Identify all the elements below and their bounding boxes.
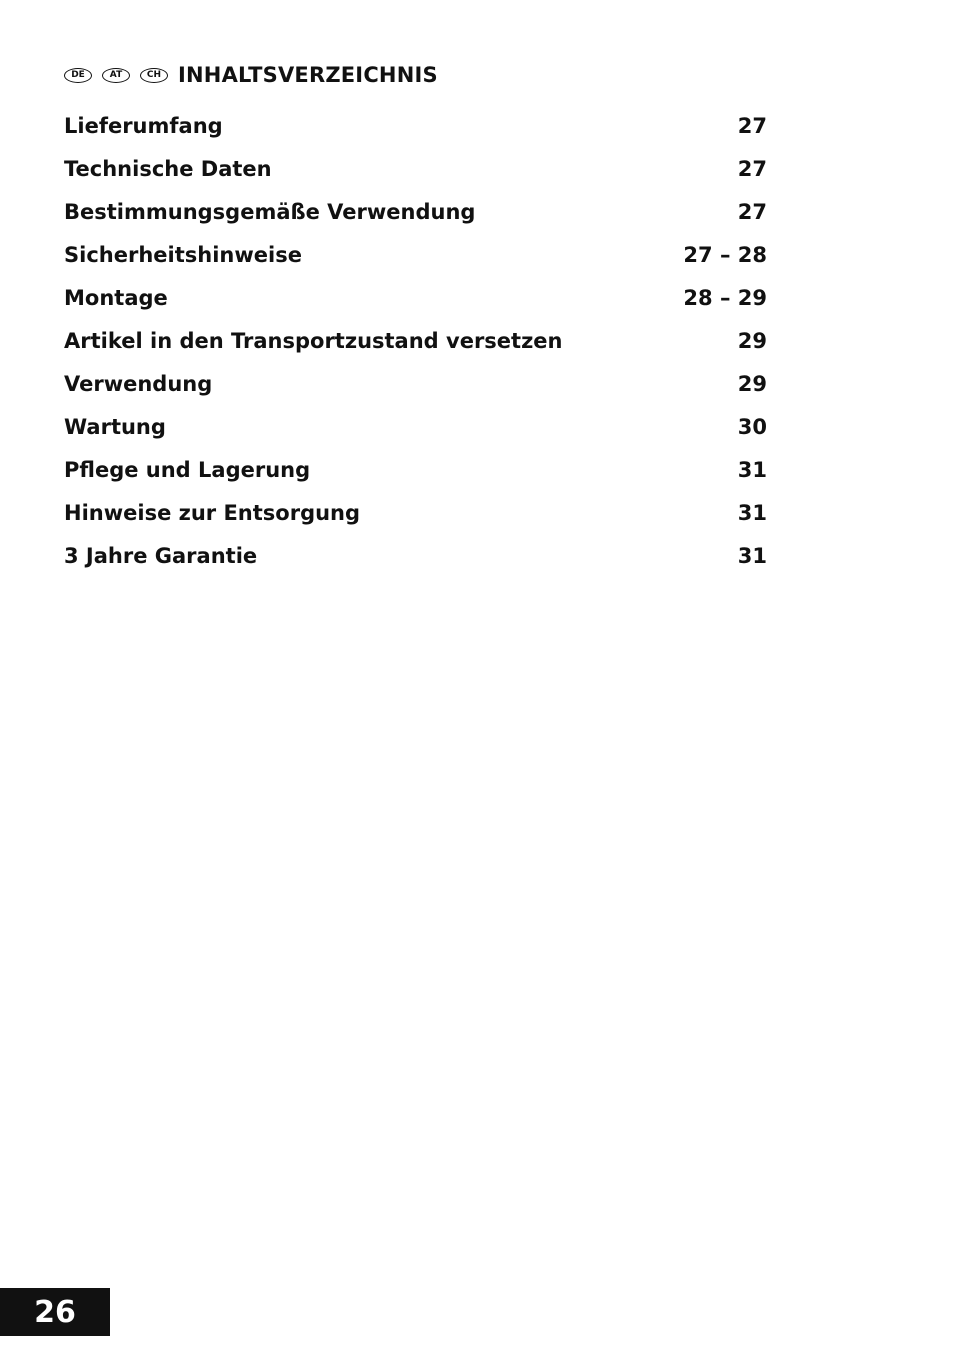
page-number: 26 bbox=[0, 1288, 110, 1336]
toc-header bbox=[64, 60, 438, 90]
toc-entry[interactable] bbox=[64, 405, 767, 448]
toc-entry-page: 31 bbox=[737, 500, 767, 525]
country-badge-ch: CH bbox=[140, 68, 168, 83]
toc-entry-page: 29 bbox=[737, 328, 767, 353]
toc-entry[interactable] bbox=[64, 276, 767, 319]
toc-entry[interactable] bbox=[64, 319, 767, 362]
toc-entry-page: 28 – 29 bbox=[683, 285, 767, 310]
page-title: INHALTSVERZEICHNIS bbox=[178, 63, 438, 87]
toc-entry[interactable] bbox=[64, 233, 767, 276]
toc-entry-page: 30 bbox=[737, 414, 767, 439]
country-badge-de: DE bbox=[64, 68, 92, 83]
toc-entry-page: 27 bbox=[737, 156, 767, 181]
country-badge-at: AT bbox=[102, 68, 130, 83]
toc-entry-page: 27 bbox=[737, 113, 767, 138]
toc-entry-page: 27 – 28 bbox=[683, 242, 767, 267]
toc-entry-label: 3 Jahre Garantie bbox=[64, 543, 258, 568]
table-of-contents bbox=[64, 104, 767, 577]
toc-entry-label: Pflege und Lagerung bbox=[64, 457, 311, 482]
toc-entry-label: Bestimmungsgemäße Verwendung bbox=[64, 199, 476, 224]
toc-entry-label: Technische Daten bbox=[64, 156, 272, 181]
toc-entry-label: Verwendung bbox=[64, 371, 213, 396]
toc-entry-page: 31 bbox=[737, 543, 767, 568]
toc-entry-page: 31 bbox=[737, 457, 767, 482]
toc-entry-label: Wartung bbox=[64, 414, 166, 439]
toc-entry-label: Artikel in den Transportzustand versetzen bbox=[64, 328, 563, 353]
toc-entry-page: 29 bbox=[737, 371, 767, 396]
toc-entry[interactable] bbox=[64, 491, 767, 534]
toc-entry[interactable] bbox=[64, 190, 767, 233]
toc-entry[interactable] bbox=[64, 147, 767, 190]
toc-entry-label: Hinweise zur Entsorgung bbox=[64, 500, 361, 525]
toc-entry[interactable] bbox=[64, 104, 767, 147]
toc-entry-page: 27 bbox=[737, 199, 767, 224]
toc-entry-label: Sicherheitshinweise bbox=[64, 242, 302, 267]
toc-entry-label: Montage bbox=[64, 285, 168, 310]
toc-entry[interactable] bbox=[64, 362, 767, 405]
toc-entry-label: Lieferumfang bbox=[64, 113, 223, 138]
toc-entry[interactable] bbox=[64, 448, 767, 491]
toc-entry[interactable] bbox=[64, 534, 767, 577]
